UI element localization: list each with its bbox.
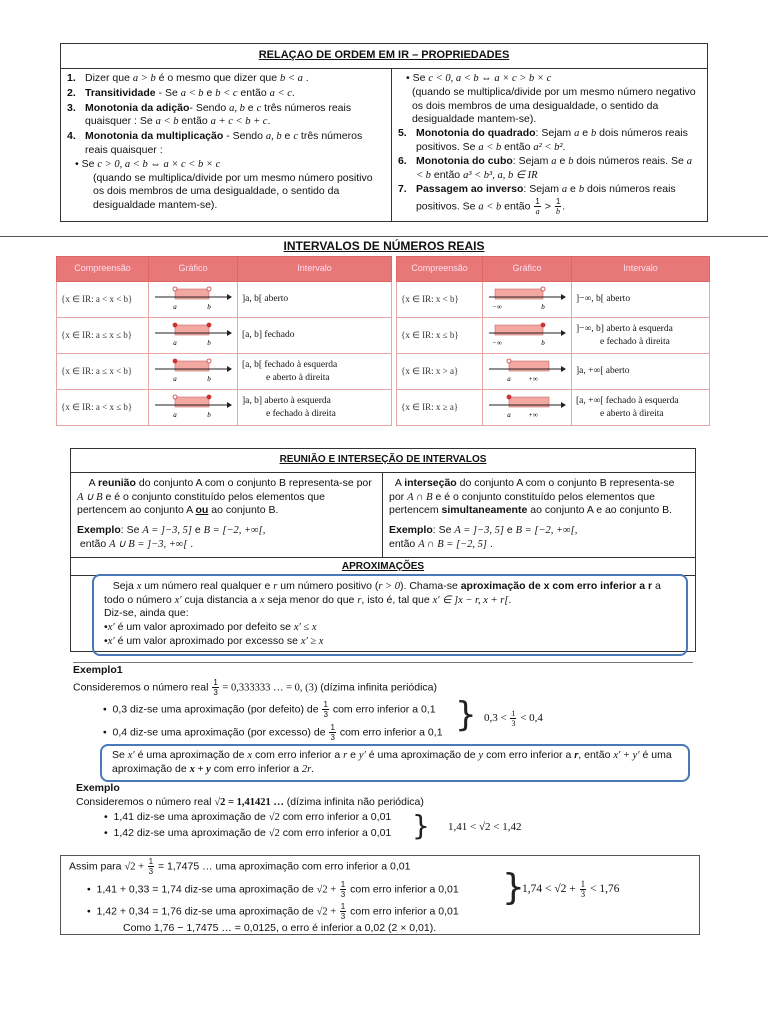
arrow-head bbox=[561, 366, 566, 372]
header-graph: Gráfico bbox=[149, 257, 238, 282]
open-endpoint bbox=[207, 287, 211, 291]
endpoint-label-a: a bbox=[173, 303, 177, 312]
approximations-title: APROXIMAÇÕES bbox=[71, 557, 695, 575]
interval-comprehension: {x ∈ IR: a < x < b} bbox=[57, 282, 149, 318]
property-2: 2. Transitividade - Se a < b e b < c então a < c. bbox=[67, 86, 295, 99]
interval-graph bbox=[153, 319, 233, 347]
property-4-note: (quando se multiplica/divide por um mesmo número positivo os dois membros de uma desigualdade, o sentido da desigualdade mantem-se). bbox=[93, 171, 373, 212]
interval-comprehension: {x ∈ IR: x ≥ a} bbox=[397, 390, 483, 426]
example2-heading: Exemplo bbox=[76, 782, 120, 794]
property-4-bullet: • Se c > 0, a < b ⇔ a × c < b × c bbox=[75, 158, 221, 171]
example3-brace: } bbox=[502, 867, 525, 908]
arrow-head bbox=[227, 294, 232, 300]
endpoint-label-b: b bbox=[207, 339, 211, 348]
example2-brace: } bbox=[412, 809, 430, 842]
intersection-column bbox=[383, 473, 695, 557]
intersection-definition: A interseção do conjunto A com o conjunto B representa-se por A ∩ B e é o conjunto constituído pelos elementos que pertencem simultaneamente ao conjunto A e ao conjunto B. bbox=[389, 477, 675, 517]
interval-graph bbox=[153, 391, 233, 419]
interval-graph-cell bbox=[483, 282, 572, 318]
intervals-table-right bbox=[396, 256, 710, 426]
interval-comprehension: {x ∈ IR: a < x ≤ b} bbox=[57, 390, 149, 426]
interval-notation: [a, b[ fechado à esquerda e aberto à direita bbox=[238, 354, 392, 390]
closed-endpoint bbox=[207, 323, 211, 327]
interval-row bbox=[397, 390, 710, 426]
interval-graph-cell bbox=[149, 282, 238, 318]
arrow-head bbox=[561, 294, 566, 300]
header-comprehension: Compreensão bbox=[57, 257, 149, 282]
interval-graph-cell bbox=[483, 318, 572, 354]
open-endpoint bbox=[173, 287, 177, 291]
union-intersection-box bbox=[70, 448, 696, 576]
interval-notation: ]−∞, b] aberto à esquerda e fechado à direita bbox=[572, 318, 710, 354]
negative-note: (quando se multiplica/divide por um mesmo número negativo os dois membros de uma desigualdade, o sentido da desigualdade mantem-se). bbox=[411, 85, 696, 126]
interval-row bbox=[57, 282, 392, 318]
endpoint-label-b: +∞ bbox=[528, 375, 538, 384]
arrow-head bbox=[227, 402, 232, 408]
example2-line1: Consideremos o número real √2 = 1,41421 … (dízima infinita não periódica) bbox=[76, 795, 424, 808]
arrow-head bbox=[561, 402, 566, 408]
example3-inequality: 1,74 < √2 + $\frac{1}{3}$ < 1,76 bbox=[522, 879, 620, 899]
intersection-example: Exemplo: Se A = ]−3, 5] e B = [−2, +∞[, bbox=[389, 523, 578, 536]
header-interval: Intervalo bbox=[572, 257, 710, 282]
example3-line1: Assim para √2 + $\frac{1}{3}$ = 1,7475 … uma aproximação com erro inferior a 0,01 bbox=[69, 857, 411, 876]
interval-graph-cell bbox=[149, 390, 238, 426]
approximation-definition: Seja x um número real qualquer e r um número positivo (r > 0). Chama-se aproximação de x com erro inferior a r a todo o número x′ cuja distancia a x seja menor do que r, isto é, tal que x′ ∈ ]x − r, x + r[. bbox=[104, 580, 661, 606]
interval-notation: ]a, b[ aberto bbox=[238, 282, 392, 318]
intervals-table-left bbox=[56, 256, 392, 426]
example2-bullet1: • 1,41 diz-se uma aproximação de √2 com erro inferior a 0,01 bbox=[104, 811, 392, 824]
properties-left-column bbox=[61, 69, 392, 221]
interval-graph-cell bbox=[483, 354, 572, 390]
open-endpoint bbox=[207, 359, 211, 363]
endpoint-label-b: b bbox=[207, 411, 211, 420]
union-intersection-title: REUNIÃO E INTERSEÇÃO DE INTERVALOS bbox=[71, 449, 695, 473]
endpoint-label-a: a bbox=[173, 375, 177, 384]
property-3: 3. Monotonia da adição- Sendo a, b e c três números reais quaisquer : Se a < b então a + c < b + c. bbox=[67, 101, 352, 128]
interval-row bbox=[397, 282, 710, 318]
closed-endpoint bbox=[541, 323, 545, 327]
example2 bbox=[76, 782, 696, 841]
union-result: então A ∪ B = ]−3, +∞[ . bbox=[79, 537, 194, 550]
approximation-default-bullet: •x′ é um valor aproximado por defeito se x′ ≤ x bbox=[104, 620, 317, 633]
example3-bullet2: • 1,42 + 0,34 = 1,76 diz-se uma aproximação de √2 + $\frac{1}{3}$ com erro inferior a 0,01 bbox=[87, 902, 459, 921]
interval-row bbox=[57, 390, 392, 426]
interval-row bbox=[57, 318, 392, 354]
endpoint-label-b: b bbox=[541, 339, 545, 348]
interval-comprehension: {x ∈ IR: a ≤ x < b} bbox=[57, 354, 149, 390]
arrow-head bbox=[227, 330, 232, 336]
interval-row bbox=[397, 318, 710, 354]
endpoint-label-b: +∞ bbox=[528, 411, 538, 420]
interval-notation: ]a, b] aberto à esquerda e fechado à direita bbox=[238, 390, 392, 426]
arrow-head bbox=[561, 330, 566, 336]
union-definition: A reunião do conjunto A com o conjunto B representa-se por A ∪ B e é o conjunto constituído pelos elementos que pertencem ao conjunto A ou ao conjunto B. bbox=[77, 477, 372, 517]
interval-comprehension: {x ∈ IR: x > a} bbox=[397, 354, 483, 390]
example1-heading: Exemplo1 bbox=[73, 664, 123, 676]
interval-graph bbox=[153, 283, 233, 311]
sum-approximation-box: Se x′ é uma aproximação de x com erro inferior a r e y′ é uma aproximação de y com erro inferior a r, então x′ + y′ é uma aproximação de x + y com erro inferior a 2r. bbox=[100, 744, 690, 782]
interval-row bbox=[397, 354, 710, 390]
example3-bullet1: • 1,41 + 0,33 = 1,74 diz-se uma aproximação de √2 + $\frac{1}{3}$ com erro inferior a 0,01 bbox=[87, 880, 459, 899]
closed-endpoint bbox=[173, 359, 177, 363]
negative-bullet: • Se c < 0, a < b ⇔ a × c > b × c bbox=[405, 72, 552, 85]
interval-graph bbox=[153, 355, 233, 383]
approximation-definition-box bbox=[92, 574, 688, 656]
interval-graph-cell bbox=[149, 354, 238, 390]
interval-row bbox=[57, 354, 392, 390]
example3-conclusion: Como 1,76 − 1,7475 … = 0,0125, o erro é inferior a 0,02 (2 × 0,01). bbox=[123, 922, 437, 934]
header-comprehension: Compreensão bbox=[397, 257, 483, 282]
example1-line1: Consideremos o número real $\frac{1}{3}$ = 0,333333 … = 0, (3) (dízima infinita periódica) bbox=[73, 677, 438, 697]
closed-endpoint bbox=[173, 323, 177, 327]
property-1: 1. Dizer que a > b é o mesmo que dizer que b < a . bbox=[67, 72, 309, 85]
intervals-title: INTERVALOS DE NÚMEROS REAIS bbox=[0, 236, 768, 255]
order-properties-box bbox=[60, 43, 708, 222]
endpoint-label-a: a bbox=[507, 375, 511, 384]
order-properties-title: RELAÇAO DE ORDEM EM IR – PROPRIEDADES bbox=[61, 44, 707, 69]
interval-notation: [a, +∞[ fechado à esquerda e aberto à direita bbox=[572, 390, 710, 426]
endpoint-label-a: −∞ bbox=[492, 339, 502, 348]
interval-graph bbox=[487, 319, 567, 347]
interval-notation: ]−∞, b[ aberto bbox=[572, 282, 710, 318]
example1-bullet2: • 0,4 diz-se uma aproximação (por excesso) de $\frac{1}{3}$ com erro inferior a 0,1 bbox=[103, 722, 443, 742]
example1-inequality: 0,3 < $\frac{1}{3}$ < 0,4 bbox=[484, 709, 543, 728]
header-interval: Intervalo bbox=[238, 257, 392, 282]
interval-graph bbox=[487, 283, 567, 311]
endpoint-label-b: b bbox=[207, 303, 211, 312]
property-4: 4. Monotonia da multiplicação - Sendo a, b e c três números reais quaisquer : bbox=[67, 129, 363, 156]
interval-comprehension: {x ∈ IR: a ≤ x ≤ b} bbox=[57, 318, 149, 354]
endpoint-label-a: a bbox=[507, 411, 511, 420]
interval-graph bbox=[487, 391, 567, 419]
arrow-head bbox=[227, 366, 232, 372]
interval-notation: ]a, +∞[ aberto bbox=[572, 354, 710, 390]
interval-graph bbox=[487, 355, 567, 383]
union-column bbox=[71, 473, 383, 557]
header-graph: Gráfico bbox=[483, 257, 572, 282]
interval-graph-cell bbox=[149, 318, 238, 354]
example2-bullet2: • 1,42 diz-se uma aproximação de √2 com erro inferior a 0,01 bbox=[104, 826, 392, 839]
property-6: 6. Monotonia do cubo: Sejam a e b dois números reais. Se a < b então a³ < b³, a, b ∈ IR bbox=[397, 155, 692, 181]
endpoint-label-a: −∞ bbox=[492, 303, 502, 312]
example1-bullet1: • 0,3 diz-se uma aproximação (por defeito) de $\frac{1}{3}$ com erro inferior a 0,1 bbox=[103, 699, 436, 719]
open-endpoint bbox=[173, 395, 177, 399]
interval-comprehension: {x ∈ IR: x < b} bbox=[397, 282, 483, 318]
interval-notation: [a, b] fechado bbox=[238, 318, 392, 354]
closed-endpoint bbox=[507, 395, 511, 399]
open-endpoint bbox=[541, 287, 545, 291]
open-endpoint bbox=[507, 359, 511, 363]
endpoint-label-b: b bbox=[541, 303, 545, 312]
union-example: Exemplo: Se A = ]−3, 5] e B = [−2, +∞[, bbox=[77, 523, 266, 536]
approximation-excess-bullet: •x′ é um valor aproximado por excesso se x′ ≥ x bbox=[104, 634, 324, 647]
endpoint-label-a: a bbox=[173, 339, 177, 348]
intersection-result: então A ∩ B = [−2, 5] . bbox=[389, 537, 493, 550]
example2-inequality: 1,41 < √2 < 1,42 bbox=[448, 821, 522, 833]
properties-right-column bbox=[392, 69, 707, 221]
interval-comprehension: {x ∈ IR: x ≤ b} bbox=[397, 318, 483, 354]
example1-brace: } bbox=[455, 695, 477, 735]
interval-graph-cell bbox=[483, 390, 572, 426]
property-5: 5. Monotonia do quadrado: Sejam a e b dois números reais positivos. Se a < b então a² < b². bbox=[397, 126, 688, 153]
endpoint-label-b: b bbox=[207, 375, 211, 384]
property-7: 7. Passagem ao inverso: Sejam a e b dois números reais positivos. Se a < b então $\frac{1}{a}$ > $\frac{1}{b}$ . bbox=[397, 183, 676, 217]
closed-endpoint bbox=[207, 395, 211, 399]
approximation-line2: Diz-se, ainda que: bbox=[104, 607, 189, 620]
example1 bbox=[73, 662, 693, 742]
endpoint-label-a: a bbox=[173, 411, 177, 420]
